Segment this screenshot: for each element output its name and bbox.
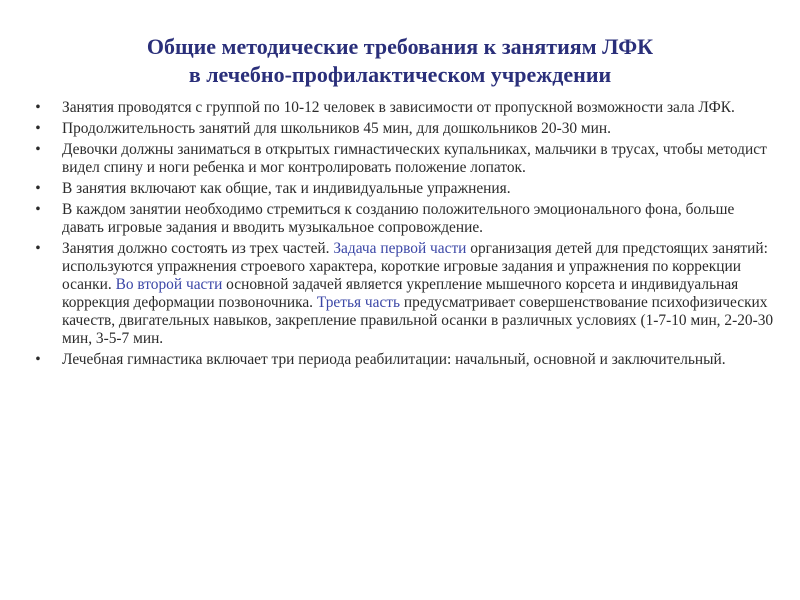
list-item-text: Занятия проводятся с группой по 10-12 человек в зависимости от пропускной возможности зала ЛФК. [62, 99, 735, 116]
list-item [31, 180, 776, 198]
list-item-text: Лечебная гимнастика включает три периода реабилитации: начальный, основной и заключительный. [62, 351, 726, 368]
list-item-text: В занятия включают как общие, так и индивидуальные упражнения. [62, 180, 511, 197]
segment-text: основной задачей является укрепление мышечного корсета и индивидуальная коррекция деформации позвоночника. [62, 276, 739, 311]
highlight-third-part: Третья часть [316, 294, 401, 311]
list-item [31, 201, 776, 237]
list-item [31, 99, 776, 117]
bullet-icon: • [35, 120, 41, 137]
list-item-lesson-parts [31, 240, 776, 348]
title-line-1: Общие методические требования к занятиям ЛФК [146, 34, 654, 59]
bullet-icon: • [35, 180, 41, 197]
title-line-2: в лечебно-профилактическом учреждении [188, 62, 612, 87]
segment-text: организация детей для предстоящих занятий: используются упражнения строевого характера, короткие игровые задания и упражнения по коррекции осанки. [62, 240, 768, 293]
segment-text: предусматривает совершенствование психофизических качеств, двигательных навыков, закрепление правильной осанки в различных условиях (1-7-10 мин, 2-20-30 мин, 3-5-7 мин. [62, 294, 774, 347]
bullet-icon: • [35, 99, 41, 116]
bullet-icon: • [35, 240, 41, 257]
bullet-icon: • [35, 201, 41, 218]
list-item [31, 141, 776, 177]
bullet-icon: • [35, 141, 41, 158]
list-item [31, 351, 776, 369]
slide-title [40, 33, 760, 89]
list-item-text: Девочки должны заниматься в открытых гимнастических купальниках, мальчики в трусах, чтобы методист видел спину и ноги ребенка и мог контролировать положение лопаток. [62, 141, 767, 176]
segment-text: Занятия должно состоять из трех частей. [62, 240, 334, 257]
bullet-icon: • [35, 351, 41, 368]
list-item-text: В каждом занятии необходимо стремиться к созданию положительного эмоционального фона, больше давать игровые задания и вводить музыкальное сопровождение. [62, 201, 735, 236]
list-item [31, 120, 776, 138]
bullet-list [31, 99, 776, 372]
list-item-text: Продолжительность занятий для школьников 45 мин, для дошкольников 20-30 мин. [62, 120, 611, 137]
highlight-first-part: Задача первой части [333, 240, 467, 257]
highlight-second-part: Во второй части [115, 276, 223, 293]
